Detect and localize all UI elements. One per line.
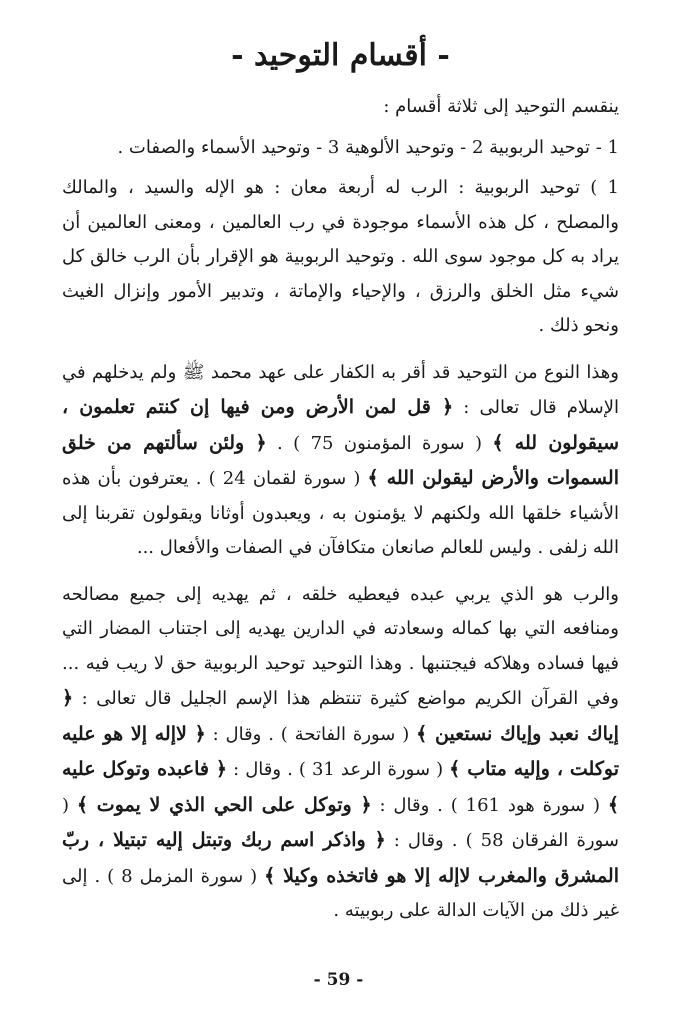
paragraph-text: والرب هو الذي يربي عبده فيعطيه خلقه ، ثم يهديه إلى جميع مصالحه ومنافعه التي بها كماله وسعادته في الدارين يهديه إلى اجتناب المضار التي فيها فساده وهلاكه فيجتنبها . وهذا التوحيد توحيد الربوبية حق لا ريب فيه ... وفي القرآن الكريم مواضع كثيرة تنتظم هذا الإسم الجليل قال تعالى : [62, 583, 619, 709]
verse-reference: ( سورة الرعد 31 ) . وقال : [233, 759, 444, 780]
quran-verse: ﴿ وتوكل على الحي الذي لا يموت ﴾ [76, 793, 372, 816]
quran-verse: ﴿ واذكر اسم ربك وتبتل إليه تبتيلا ، ربّ المشرق والمغرب لاإله إلا هو فاتخذه وكيلا ﴾ [62, 829, 619, 887]
tawhid-types-list: 1 - توحيد الربوبية 2 - وتوحيد الألوهية 3 - وتوحيد الأسماء والصفات . [117, 136, 619, 158]
page-number: - 59 - [313, 970, 364, 990]
verse-reference: ( سورة الفاتحة ) . وقال : [212, 723, 410, 745]
intro-line: ينقسم التوحيد إلى ثلاثة أقسام : [383, 96, 619, 117]
paragraph-rububiyyah-definition: 1 ) توحيد الربوبية : الرب له أربعة معان : هو الإله والسيد ، والمالك والمصلح ، كل هذه الأسماء موجودة في رب العالمين ، ومعنى العالمين أن يراد به كل موجود سوى الله . وتوحيد الربوبية هو الإقرار بأن الرب خالق كل شيء مثل الخلق والرزق ، والإحياء والإماتة ، وتدبير الأمور وإنزال الغيث ونحو ذلك . [62, 177, 619, 336]
paragraph-rabb-meaning [62, 578, 619, 929]
quran-verse: ﴿ قل لمن الأرض ومن فيها إن كنتم تعلمون ، سيقولون لله ﴾ [62, 396, 619, 454]
verse-reference: ( سورة لقمان 24 ) . [195, 468, 361, 489]
quran-verse: ﴿ لاإله إلا هو عليه توكلت ، وإليه متاب ﴾ [62, 722, 619, 780]
paragraph-text: وهذا النوع من التوحيد قد أقر به الكفار على عهد محمد ﷺ ولم يدخلهم في الإسلام قال تعالى : [62, 361, 619, 418]
verse-reference: ( سورة الفرقان 58 ) . وقال : [62, 794, 619, 851]
paragraph-text: يعترفون بأن هذه الأشياء خلقها الله ولكنهم لا يؤمنون به ، ويعبدون أوثانا ويقولون تقربنا إلى الله زلفى . وليس للعالم صانعان متكافآن في الصفات والأفعال ... [62, 468, 619, 558]
quran-verse: ﴿ ولئن سألتهم من خلق السموات والأرض ليقولن الله ﴾ [62, 431, 619, 489]
quran-verse: ﴿ إياك نعبد وإياك نستعين ﴾ [62, 687, 619, 745]
quran-verse: ﴿ فاعبده وتوكل عليه ﴾ [62, 758, 619, 816]
verse-reference: ( سورة المزمل 8 ) . إلى غير ذلك من الآيات الدالة على ربوبيته . [62, 865, 619, 921]
verse-reference: ( سورة هود 161 ) . وقال : [379, 794, 600, 816]
page-title: - أقسام التوحيد - [231, 38, 450, 73]
verse-reference: ( سورة المؤمنون 75 ) . [277, 432, 482, 454]
paragraph-disbelievers-acknowledgement [62, 356, 619, 566]
